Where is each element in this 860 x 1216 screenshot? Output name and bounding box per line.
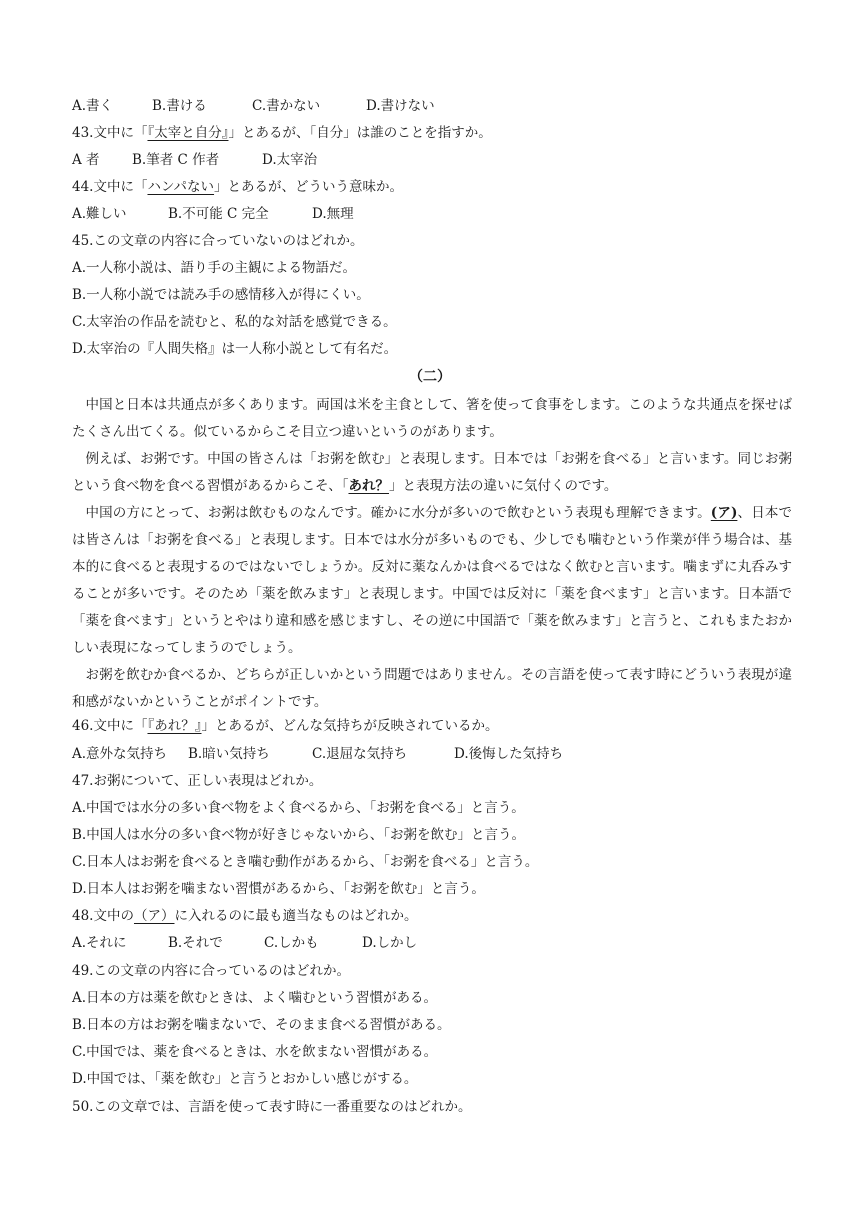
q46-option-d: D.後悔した気持ち bbox=[454, 746, 564, 762]
q49-choice-b: B.日本の方はお粥を噛まないで、そのまま食べる習慣がある。 bbox=[72, 1017, 451, 1033]
q48-options bbox=[72, 933, 417, 953]
q44-option-bc: B.不可能 C 完全 bbox=[168, 206, 269, 222]
q46-option-b: B.暗い気持ち bbox=[188, 746, 270, 762]
q43-option-d: D.太宰治 bbox=[262, 152, 318, 168]
q45-choice-b: B.一人称小説では読み手の感情移入が得にくい。 bbox=[72, 287, 370, 303]
passage-paragraph-4: お粥を飲むか食べるか、どちらが正しいかという問題ではありません。その言語を使って表す時にどういう表現が違和感がないかということがポイントです。 bbox=[72, 667, 792, 710]
q42-option-c: C.書かない bbox=[252, 98, 321, 114]
q47-stem: 47.お粥について、正しい表現はどれか。 bbox=[72, 773, 323, 789]
q46-options bbox=[72, 744, 563, 764]
passage-paragraph-1: 中国と日本は共通点が多くあります。両国は米を主食として、箸を使って食事をします。このような共通点を探せばたくさん出てくる。似ているからこそ目立つ違いというのがあります。 bbox=[72, 397, 792, 440]
passage-paragraph-2: 例えば、お粥です。中国の皆さんは「お粥を飲む」と表現します。日本では「お粥を食べる」と言います。同じお粥という食べ物を食べる習慣があるからこそ、「あれ？」と表現方法の違いに気付くのです。 bbox=[72, 451, 792, 494]
q45-choice-d: D.太宰治の『人間失格』は一人称小説として有名だ。 bbox=[72, 341, 398, 357]
q43-target: 『太宰と自分』 bbox=[147, 125, 229, 141]
q48-option-d: D.しかし bbox=[362, 935, 418, 951]
q46-stem: 46.文中に「『あれ？』」とあるが、どんな気持ちが反映されているか。 bbox=[72, 718, 499, 734]
q44-option-a: A.難しい bbox=[72, 206, 127, 222]
q45-choice-a: A.一人称小説は、語り手の主観による物語だ。 bbox=[72, 260, 357, 276]
q44-option-d: D.無理 bbox=[312, 206, 354, 222]
q44-target: ハンパない bbox=[147, 179, 215, 195]
q49-choice-d: D.中国では、「薬を飲む」と言うとおかしい感じがする。 bbox=[72, 1071, 418, 1087]
q45-choice-c: C.太宰治の作品を読むと、私的な対話を感覚できる。 bbox=[72, 314, 397, 330]
q42-option-d: D.書けない bbox=[366, 98, 435, 114]
q43-options bbox=[72, 150, 317, 170]
q43-option-a: A 者 bbox=[72, 152, 100, 168]
q44-stem: 44.文中に「ハンパない」とあるが、どういう意味か。 bbox=[72, 179, 404, 195]
q42-option-a: A.書く bbox=[72, 98, 114, 114]
section-title: （二） bbox=[409, 369, 451, 385]
passage-paragraph-3: 中国の方にとって、お粥は飲むものなんです。確かに水分が多いので飲むという表現も理解できます。(ア)、日本では皆さんは「お粥を食べる」と表現します。日本では水分が多いものでも、少しでも噛むという作業が伴う場合は、基本的に食べると表現するのではないでしょうか。反対に薬なんかは食べるではなく飲むと言います。噛まずに丸呑みすることが多いです。そのため「薬を飲みます」と表現します。中国では反対に「薬を食べます」と言います。日本語で「薬を食べます」というとやはり違和感を感じますし、その逆に中国語で「薬を飲みます」と言うと、これもまたおかしい表現になってしまうのでしょう。 bbox=[72, 505, 792, 656]
q42-options bbox=[72, 96, 435, 116]
q42-option-b: B.書ける bbox=[152, 98, 207, 114]
are-marker: あれ？ bbox=[348, 478, 389, 494]
q47-choice-a: A.中国では水分の多い食べ物をよく食べるから、「お粥を食べる」と言う。 bbox=[72, 800, 525, 816]
q43-option-bc: B.筆者 C 作者 bbox=[132, 152, 220, 168]
q44-options bbox=[72, 204, 354, 224]
q47-choice-d: D.日本人はお粥を噛まない習慣があるから、「お粥を飲む」と言う。 bbox=[72, 881, 485, 897]
q50-stem: 50.この文章では、言語を使って表す時に一番重要なのはどれか。 bbox=[72, 1099, 472, 1115]
q48-target: （ア） bbox=[133, 908, 175, 924]
blank-a-marker: (ア) bbox=[710, 505, 738, 521]
q43-stem: 43.文中に「『太宰と自分』」とあるが、「自分」は誰のことを指すか。 bbox=[72, 125, 492, 141]
q47-choice-b: B.中国人は水分の多い食べ物が好きじゃないから、「お粥を飲む」と言う。 bbox=[72, 827, 525, 843]
q46-option-c: C.退屈な気持ち bbox=[312, 746, 408, 762]
q49-stem: 49.この文章の内容に合っているのはどれか。 bbox=[72, 963, 350, 979]
q48-option-a: A.それに bbox=[72, 935, 127, 951]
q46-option-a: A.意外な気持ち bbox=[72, 746, 168, 762]
q48-option-c: C.しかも bbox=[264, 935, 319, 951]
q47-choice-c: C.日本人はお粥を食べるとき噛む動作があるから、「お粥を食べる」と言う。 bbox=[72, 854, 539, 870]
q48-stem: 48.文中の（ア）に入れるのに最も適当なものはどれか。 bbox=[72, 908, 418, 924]
q49-choice-c: C.中国では、薬を食べるときは、水を飲まない習慣がある。 bbox=[72, 1044, 438, 1060]
q46-target: 『あれ？』 bbox=[147, 718, 202, 734]
q49-choice-a: A.日本の方は薬を飲むときは、よく噛むという習慣がある。 bbox=[72, 990, 438, 1006]
passage bbox=[72, 392, 792, 716]
q45-stem: 45.この文章の内容に合っていないのはどれか。 bbox=[72, 233, 364, 249]
q48-option-b: B.それで bbox=[168, 935, 223, 951]
